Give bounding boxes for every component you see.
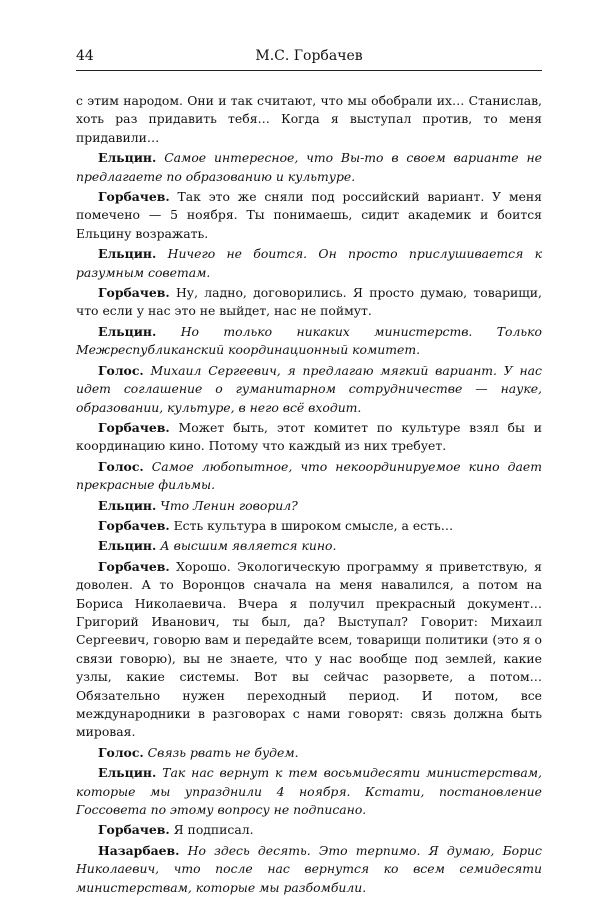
speech: Михаил Сергеевич, я предлагаю мягкий вариант. У нас идет соглашение о гуманитарном сотрудничестве — науке, образовании, культуре, в него всё входит. (76, 362, 542, 415)
speech: Что Ленин говорил? (160, 497, 298, 513)
speaker: Горбачев. (98, 558, 170, 574)
paragraph (76, 323, 542, 360)
speech: Ну, ладно, договорились. Я просто думаю, товарищи, что если у нас это не выйдет, нас не поймут. (76, 285, 542, 319)
speech: Есть культура в широком смысле, а есть… (173, 517, 454, 533)
speaker: Ельцин. (98, 150, 157, 166)
speaker: Горбачев. (98, 822, 170, 838)
paragraph (76, 362, 542, 417)
paragraph (76, 419, 542, 456)
paragraph (76, 764, 542, 819)
speech: А высшим является кино. (160, 538, 337, 554)
speaker: Ельцин. (98, 765, 157, 781)
speech: с этим народом. Они и так считают, что мы обобрали их… Станислав, хоть раз придавить тебя… Когда я выступал против, то меня придавили… (76, 93, 542, 145)
speech: Так нас вернут к тем восьмидесяти министерствам, которые мы упразднили 4 ноября. Кстати, постановление Госсовета по этому вопросу не подписано. (76, 765, 542, 818)
paragraph (76, 744, 542, 762)
page-number: 44 (76, 48, 94, 64)
speech: Самое любопытное, что некоординируемое кино дает прекрасные фильмы. (76, 458, 542, 493)
speaker: Ельцин. (98, 497, 157, 513)
speaker: Голос. (98, 744, 144, 760)
speaker: Горбачев. (98, 285, 170, 301)
speaker: Горбачев. (98, 419, 170, 435)
running-title: М.С. Горбачев (255, 48, 363, 64)
speech: Но только никаких министерств. Только Межреспубликанский координационный комитет. (76, 323, 542, 358)
speaker: Ельцин. (98, 323, 157, 339)
paragraph (76, 517, 542, 535)
paragraph (76, 92, 542, 147)
page-header (76, 46, 542, 71)
transcript-body (76, 92, 542, 899)
speaker: Ельцин. (98, 538, 157, 554)
speech: Ничего не боится. Он просто прислушивается к разумным советам. (76, 246, 542, 280)
speaker: Голос. (98, 458, 144, 474)
speech: Связь рвать не будем. (147, 744, 299, 760)
paragraph (76, 842, 542, 897)
paragraph (76, 497, 542, 515)
speaker: Голос. (98, 362, 144, 378)
paragraph (76, 149, 542, 186)
paragraph (76, 558, 542, 742)
paragraph (76, 821, 542, 839)
speaker: Горбачев. (98, 189, 170, 205)
speech: Может быть, этот комитет по культуре взял бы и координацию кино. Потому что каждый из них требует. (76, 419, 542, 454)
speaker: Горбачев. (98, 517, 170, 533)
paragraph (76, 458, 542, 495)
speaker: Ельцин. (98, 246, 157, 262)
paragraph (76, 188, 542, 243)
paragraph (76, 284, 542, 321)
speech: Я подписал. (173, 822, 254, 838)
speech: Самое интересное, что Вы-то в своем варианте не предлагаете по образованию и культуре. (76, 150, 542, 184)
paragraph (76, 245, 542, 282)
speech: Хорошо. Экологическую программу я приветствую, я доволен. А то Воронцов сначала на меня навалился, а потом на Бориса Николаевича. Вчера я получил прекрасный документ… Григорий Иванович, ты был, да? Выступал? Говорит: Михаил Сергеевич, говорю вам и передайте всем, товарищи политики (это я о связи говорю), вы не знаете, что у нас вообще под землей, какие узлы, какие системы. Вот вы сейчас разорвете, а потом… Обязательно нужен переходный период. И потом, все международники в разговорах с нами говорят: связь должна быть мировая. (76, 558, 542, 740)
speech: Так это же сняли под российский вариант. У меня помечено — 5 ноября. Ты понимаешь, сидит академик и боится Ельцину возражать. (76, 189, 542, 241)
speaker: Назарбаев. (98, 842, 180, 858)
paragraph (76, 537, 542, 555)
speech: Но здесь десять. Это терпимо. Я думаю, Борис Николаевич, что после нас вернутся ко всем семидесяти министерствам, которые мы разбомбили. (76, 842, 542, 895)
